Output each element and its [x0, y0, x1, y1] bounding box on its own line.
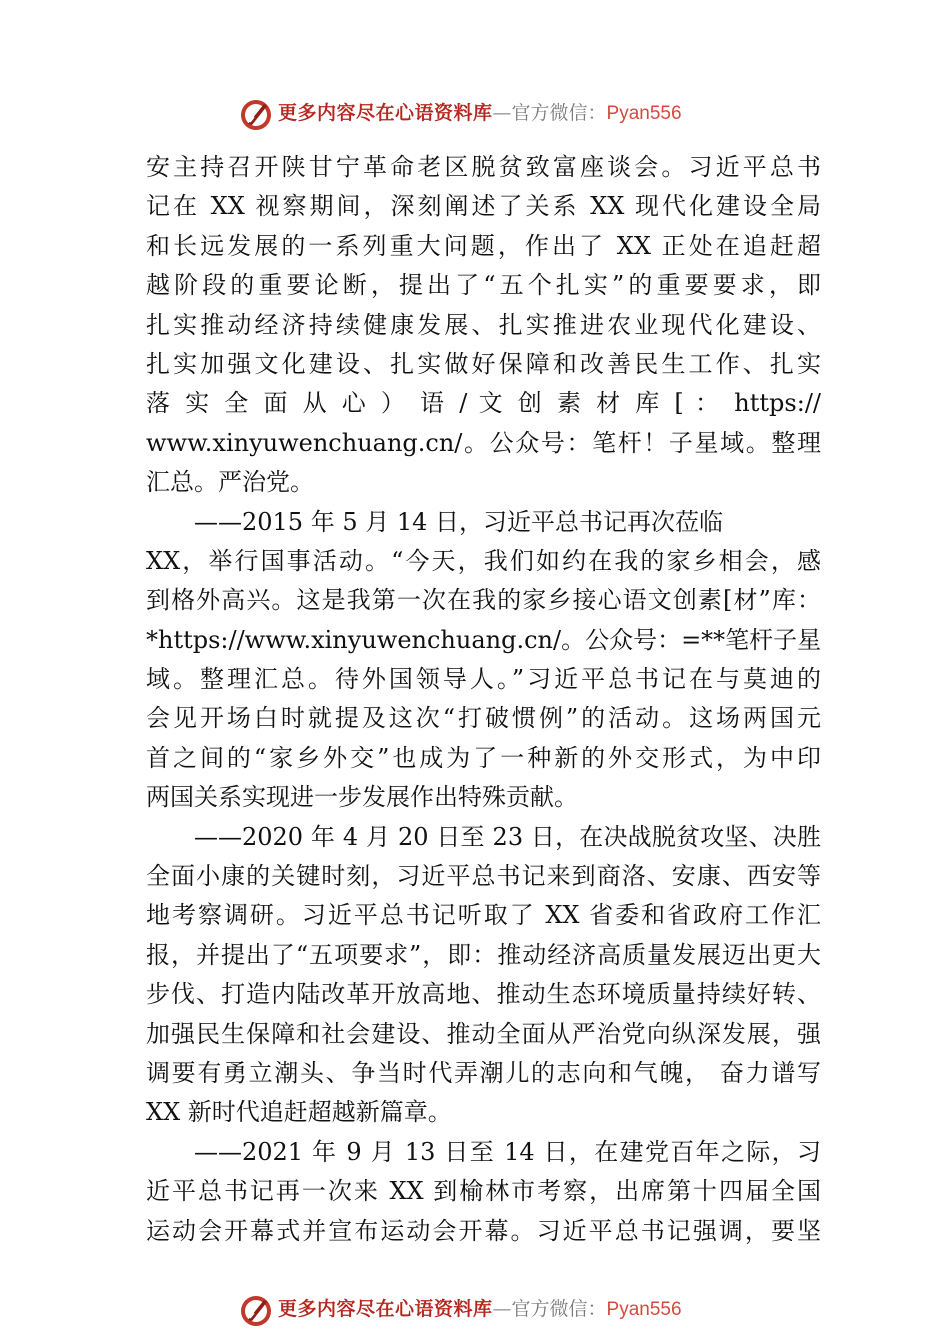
text-line: 步伐、打造内陆改革开放高地、推动生态环境质量持续好转、 — [146, 980, 821, 1009]
text-line: 越阶段的重要论断，提出了“五个扎实”的重要要求，即 — [146, 271, 821, 300]
text-line: 全面小康的关键时刻，习近平总书记来到商洛、安康、西安等 — [146, 862, 821, 891]
banner-wechat-label: 官方微信： — [511, 1298, 607, 1320]
text-line: www.xinyuwenchuang.cn/。公众号：笔杆！子星域。整理 — [146, 428, 821, 457]
banner-wechat-label: 官方微信： — [511, 102, 607, 124]
quill-logo-icon — [238, 96, 274, 132]
text-line: 域。整理汇总。待外国领导人。”习近平总书记在与莫迪的 — [146, 665, 821, 694]
text-line: 运动会开幕式并宣布运动会开幕。习近平总书记强调，要坚 — [146, 1216, 821, 1245]
text-line: 扎实加强文化建设、扎实做好保障和改善民生工作、扎实 — [146, 349, 821, 378]
text-line: 地考察调研。习近平总书记听取了 XX 省委和省政府工作汇 — [146, 901, 821, 930]
quill-logo-icon — [238, 1292, 274, 1328]
text-line: 加强民生保障和社会建设、推动全面从严治党向纵深发展，强 — [146, 1019, 821, 1048]
text-line: XX，举行国事活动。“今天，我们如约在我的家乡相会，感 — [146, 546, 821, 575]
banner-wechat-handle: Pyan556 — [606, 1299, 682, 1320]
banner-text — [278, 1296, 682, 1323]
text-line: 首之间的“家乡外交”也成为了一种新的外交形式，为中印 — [146, 743, 821, 772]
banner-wechat-handle: Pyan556 — [606, 103, 682, 124]
text-line: 记在 XX 视察期间，深刻阐述了关系 XX 现代化建设全局 — [146, 192, 821, 221]
text-line: 和长远发展的一系列重大问题，作出了 XX 正处在追赶超 — [146, 231, 821, 260]
text-line: 报，并提出了“五项要求”，即：推动经济高质量发展迈出更大 — [146, 940, 821, 969]
banner-separator: — — [492, 102, 512, 124]
text-line: *https://www.xinyuwenchuang.cn/。公众号：=**笔杆子星 — [146, 625, 822, 654]
text-line: XX 新时代追赶超越新篇章。 — [146, 1098, 452, 1127]
text-line: 落 实 全 面 从 心 ） 语 / 文 创 素 材 库 [ ： https:// — [146, 389, 821, 418]
document-body — [146, 148, 821, 1251]
text-line: 到格外高兴。这是我第一次在我的家乡接心语文创素[材”库： — [146, 586, 821, 615]
footer-banner — [0, 1290, 950, 1330]
banner-title: 更多内容尽在心语资料库 — [278, 102, 493, 124]
banner-text — [278, 100, 682, 127]
text-line: 汇总。严治党。 — [146, 468, 314, 497]
text-line: ——2021 年 9 月 13 日至 14 日，在建党百年之际，习 — [194, 1137, 821, 1166]
text-line: 扎实推动经济持续健康发展、扎实推进农业现代化建设、 — [146, 310, 821, 339]
header-banner — [0, 94, 950, 134]
text-line: 安主持召开陕甘宁革命老区脱贫致富座谈会。习近平总书 — [146, 153, 821, 181]
text-line: 会见开场白时就提及这次“打破惯例”的活动。这场两国元 — [146, 704, 821, 733]
banner-separator: — — [492, 1298, 512, 1320]
text-line: 两国关系实现进一步发展作出特殊贡献。 — [146, 783, 578, 812]
text-line: ——2015 年 5 月 14 日，习近平总书记再次莅临 — [194, 507, 724, 536]
text-line: 调要有勇立潮头、争当时代弄潮儿的志向和气魄， 奋力谱写 — [146, 1058, 821, 1087]
text-line: 近平总书记再一次来 XX 到榆林市考察，出席第十四届全国 — [146, 1177, 821, 1206]
text-line: ——2020 年 4 月 20 日至 23 日，在决战脱贫攻坚、决胜 — [194, 822, 821, 851]
banner-title: 更多内容尽在心语资料库 — [278, 1298, 493, 1320]
